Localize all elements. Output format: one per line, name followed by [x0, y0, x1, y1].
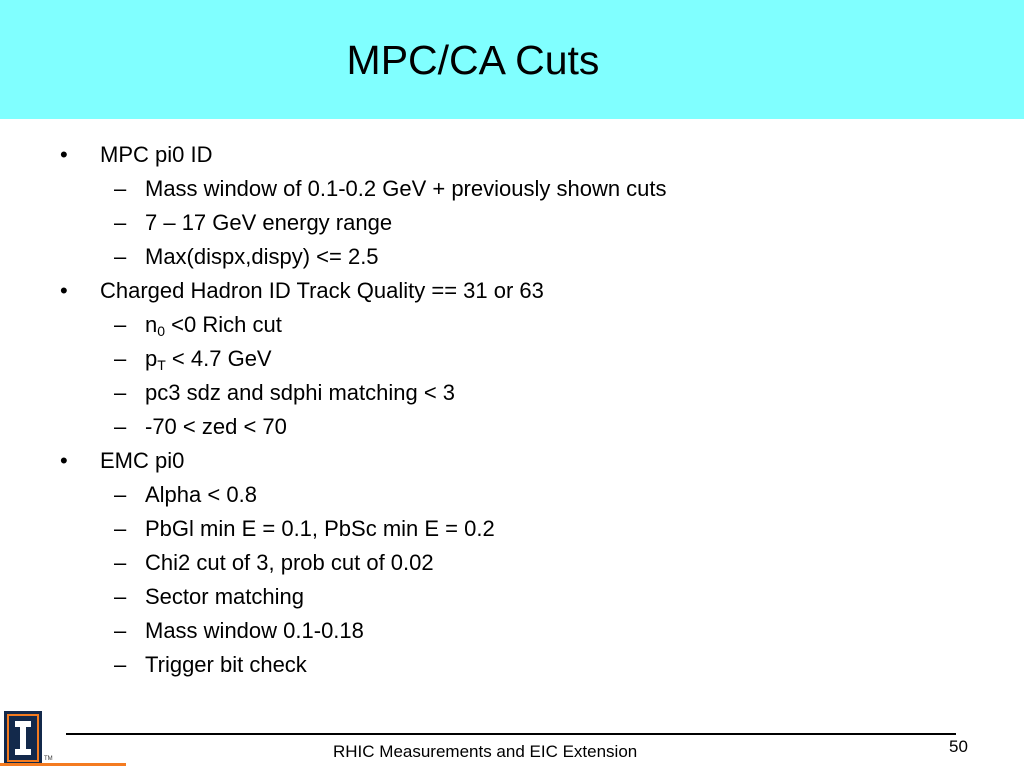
- dash-icon: –: [114, 584, 127, 609]
- sub-bullet-item: [0, 478, 1024, 512]
- sub-bullet-item: [0, 240, 1024, 274]
- sub-bullet-item: [0, 648, 1024, 682]
- sub-bullet-text: -70 < zed < 70: [145, 414, 287, 439]
- dash-icon: –: [114, 244, 127, 269]
- sub-bullet-item: [0, 410, 1024, 444]
- sub-bullet-item: [0, 172, 1024, 206]
- page-number: 50: [949, 737, 968, 756]
- sub-bullet-text: Alpha < 0.8: [145, 482, 257, 507]
- dash-icon: –: [114, 618, 127, 643]
- bullet-icon: •: [60, 448, 68, 473]
- sub-bullet-item: [0, 206, 1024, 240]
- sub-bullet-text: [145, 308, 282, 342]
- sub-bullet-text: Trigger bit check: [145, 652, 307, 677]
- dash-icon: –: [114, 652, 127, 677]
- sub-bullet-item: [0, 546, 1024, 580]
- dash-icon: –: [114, 516, 127, 541]
- symbol-subscript: T: [157, 357, 166, 373]
- dash-icon: –: [114, 346, 127, 371]
- bullet-item: [0, 274, 1024, 308]
- sub-bullet-item: [0, 308, 1024, 342]
- university-block-i-logo: [4, 711, 42, 765]
- symbol-rest: <0 Rich cut: [165, 312, 282, 337]
- sub-bullet-item: [0, 342, 1024, 376]
- sub-bullet-text: Chi2 cut of 3, prob cut of 0.02: [145, 550, 434, 575]
- symbol-rest: < 4.7 GeV: [165, 346, 272, 371]
- bullet-icon: •: [60, 278, 68, 303]
- sub-bullet-text: Mass window 0.1-0.18: [145, 618, 364, 643]
- dash-icon: –: [114, 312, 127, 337]
- dash-icon: –: [114, 210, 127, 235]
- logo-accent-rule: [0, 763, 126, 766]
- bullet-item: [0, 444, 1024, 478]
- dash-icon: –: [114, 380, 127, 405]
- sub-bullet-text: Mass window of 0.1-0.2 GeV + previously shown cuts: [145, 176, 667, 201]
- symbol-subscript: 0: [157, 323, 166, 339]
- sub-bullet-item: [0, 580, 1024, 614]
- slide-title: MPC/CA Cuts: [346, 37, 600, 83]
- sub-bullet-text: pc3 sdz and sdphi matching < 3: [145, 380, 456, 405]
- trademark-label: TM: [44, 756, 53, 762]
- footer-text: RHIC Measurements and EIC Extension: [333, 742, 638, 761]
- symbol-base: p: [145, 346, 158, 371]
- sub-bullet-text: PbGl min E = 0.1, PbSc min E = 0.2: [145, 516, 495, 541]
- bullet-icon: •: [60, 142, 68, 167]
- dash-icon: –: [114, 482, 127, 507]
- sub-bullet-text: Sector matching: [145, 584, 304, 609]
- symbol-base: n: [145, 312, 158, 337]
- bullet-text: Charged Hadron ID Track Quality == 31 or 63: [100, 278, 544, 303]
- sub-bullet-item: [0, 376, 1024, 410]
- slide-content: [0, 138, 1024, 682]
- sub-bullet-item: [0, 614, 1024, 648]
- bullet-text: EMC pi0: [100, 448, 185, 473]
- sub-bullet-text: 7 – 17 GeV energy range: [145, 210, 393, 235]
- sub-bullet-text: Max(dispx,dispy) <= 2.5: [145, 244, 379, 269]
- sub-bullet-text: [145, 342, 272, 376]
- bullet-text: MPC pi0 ID: [100, 142, 213, 167]
- dash-icon: –: [114, 550, 127, 575]
- sub-bullet-item: [0, 512, 1024, 546]
- dash-icon: –: [114, 414, 127, 439]
- dash-icon: –: [114, 176, 127, 201]
- bullet-item: [0, 138, 1024, 172]
- footer-rule: [66, 733, 956, 735]
